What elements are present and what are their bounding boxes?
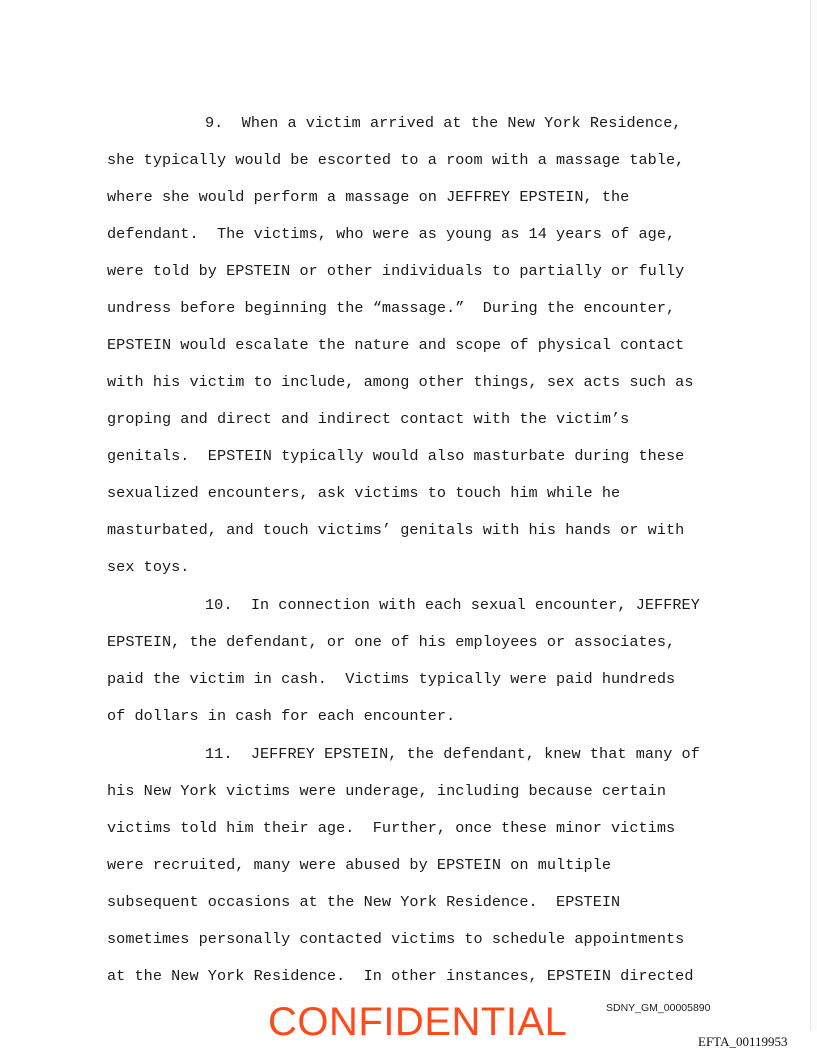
paragraph-9-line: with his victim to include, among other things, sex acts such as bbox=[107, 373, 694, 391]
paragraph-9-line: EPSTEIN would escalate the nature and scope of physical contact bbox=[107, 336, 685, 354]
paragraph-11-line: his New York victims were underage, including because certain bbox=[107, 782, 667, 800]
paragraph-10-line: of dollars in cash for each encounter. bbox=[107, 707, 456, 725]
paragraph-10-line: EPSTEIN, the defendant, or one of his employees or associates, bbox=[107, 633, 676, 651]
bates-number: SDNY_GM_00005890 bbox=[606, 1002, 711, 1014]
paragraph-9-line: undress before beginning the “massage.” During the encounter, bbox=[107, 299, 676, 317]
paragraph-9-line: she typically would be escorted to a room with a massage table, bbox=[107, 151, 685, 169]
paragraph-11-line: sometimes personally contacted victims to schedule appointments bbox=[107, 930, 685, 948]
confidential-stamp: CONFIDENTIAL bbox=[268, 1000, 568, 1044]
paragraph-10-line: 10. In connection with each sexual encounter, JEFFREY bbox=[205, 596, 700, 614]
paragraph-11-line: 11. JEFFREY EPSTEIN, the defendant, knew that many of bbox=[205, 745, 700, 763]
paragraph-10-line: paid the victim in cash. Victims typically were paid hundreds bbox=[107, 670, 676, 688]
paragraph-9-line: where she would perform a massage on JEFFREY EPSTEIN, the bbox=[107, 188, 630, 206]
paragraph-11-line: victims told him their age. Further, once these minor victims bbox=[107, 819, 676, 837]
paragraph-9-line: groping and direct and indirect contact with the victim’s bbox=[107, 410, 630, 428]
paragraph-9-line: masturbated, and touch victims’ genitals with his hands or with bbox=[107, 521, 685, 539]
paragraph-9-line: were told by EPSTEIN or other individuals to partially or fully bbox=[107, 262, 685, 280]
paragraph-9-line: sexualized encounters, ask victims to touch him while he bbox=[107, 484, 621, 502]
paragraph-9-line: genitals. EPSTEIN typically would also masturbate during these bbox=[107, 447, 685, 465]
paragraph-9-line: sex toys. bbox=[107, 558, 190, 576]
page-edge-shadow bbox=[810, 0, 817, 1030]
efta-number: EFTA_00119953 bbox=[698, 1034, 788, 1049]
paragraph-11-line: were recruited, many were abused by EPSTEIN on multiple bbox=[107, 856, 612, 874]
paragraph-11-line: at the New York Residence. In other instances, EPSTEIN directed bbox=[107, 967, 694, 985]
paragraph-9-line: defendant. The victims, who were as young as 14 years of age, bbox=[107, 225, 676, 243]
paragraph-9-line: 9. When a victim arrived at the New York Residence, bbox=[205, 114, 682, 132]
paragraph-11-line: subsequent occasions at the New York Residence. EPSTEIN bbox=[107, 893, 621, 911]
